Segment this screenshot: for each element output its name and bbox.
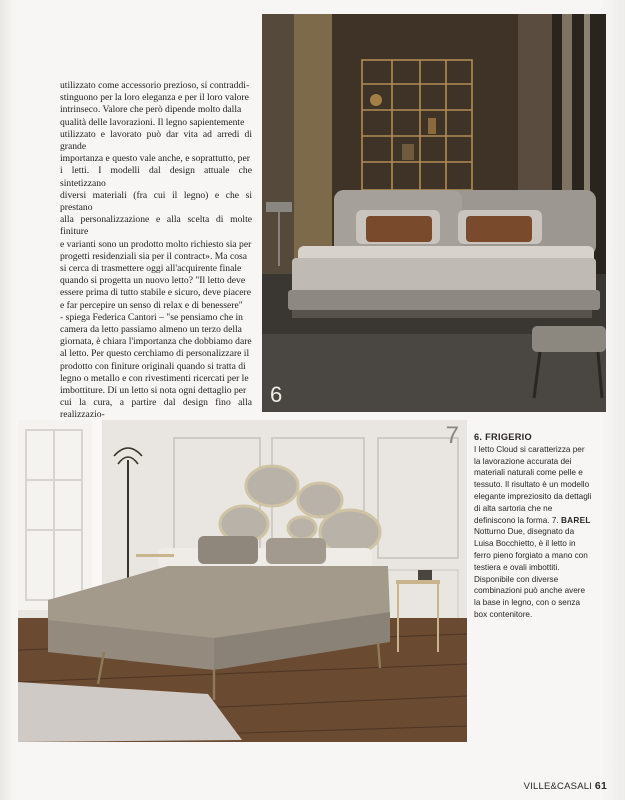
article-line: prodotto con finiture originali quando si tratta di [60,360,246,372]
bedroom-scene-7 [18,420,467,742]
article-line: progetti residenziali sia per il contract». Ma cosa [60,250,248,262]
bedroom-scene-6 [262,14,606,412]
article-line: e varianti sono un prodotto molto richiesto sia per [60,238,252,250]
page-number: 61 [594,780,607,792]
article-line: diversi materiali (fra cui il legno) e che si prestano [60,189,252,214]
caption-number-7: 7. [551,515,559,525]
article-line: quando si progetta un nuovo letto? "Il letto deve [60,275,246,287]
article-line: stinguono per la loro eleganza e per il loro valore [60,92,249,104]
article-line: importanza e questo vale anche, e soprattutto, per [60,153,250,165]
article-body-text [60,80,252,471]
caption-heading: 6. FRIGERIO [474,432,532,442]
photo-bed-barel [18,420,467,742]
article-line: legno o metallo e con rivestimenti ricercati per le [60,372,249,384]
photo-number-7: 7 [445,422,459,449]
caption-text-barel: Notturno Due, disegnato da Luisa Bocchietto, è il letto in ferro pieno forgiato a mano con testiera e ovali imbottiti. Disponibile con diverse combinazioni può anche avere la base in legno, con o senza box contenitore. [474,527,588,619]
article-line: - spiega Federica Cantori – "se pensiamo che in [60,311,243,323]
page-footer [524,780,607,792]
article-line: utilizzato come accessorio prezioso, si contraddi- [60,80,250,91]
photo-number-6: 6 [270,382,283,407]
article-line: imbottiture. Di un letto si nota ogni dettaglio per [60,385,247,397]
article-line: utilizzato e lavorato può dar vita ad arredi di grande [60,128,252,153]
article-line: cui la cura, a partire dal design fino alla realizzazio- [60,397,252,421]
article-line: alla personalizzazione e alla scelta di molte finiture [60,214,252,238]
article-line: al letto. Per questo cerchiamo di personalizzare il [60,348,250,360]
article-line: si cerca di trasmettere oggi all'acquirente finale [60,263,242,275]
article-line: essere prima di tutto stabile e sicuro, deve piacere [60,287,251,299]
magazine-name: VILLE&CASALI [523,781,593,792]
caption-brand-barel: BAREL [560,515,591,525]
caption-text-frigerio: I letto Cloud si caratterizza per la lavorazione accurata dei materiali naturali come pelle e tessuto. Il risultato è un modello elegante impreziosito da dettagli di alta sartoria che ne definiscono la forma. [474,444,592,525]
article-line: giornata, è chiara l'importanza che dobbiamo dare [60,336,252,348]
article-line: camera da letto passiamo almeno un terzo della [60,324,242,336]
article-line: e far percepire un senso di relax e di benessere" [60,299,243,311]
photo-caption [474,432,592,621]
article-line: qualità delle lavorazioni. Il legno sapientemente [60,116,245,128]
article-line: i letti. I modelli dal design attuale che sintetizzano [60,165,252,189]
photo-bed-frigerio [262,14,606,412]
article-line: intrinseco. Valore che però dipende molto dalla [60,104,242,116]
